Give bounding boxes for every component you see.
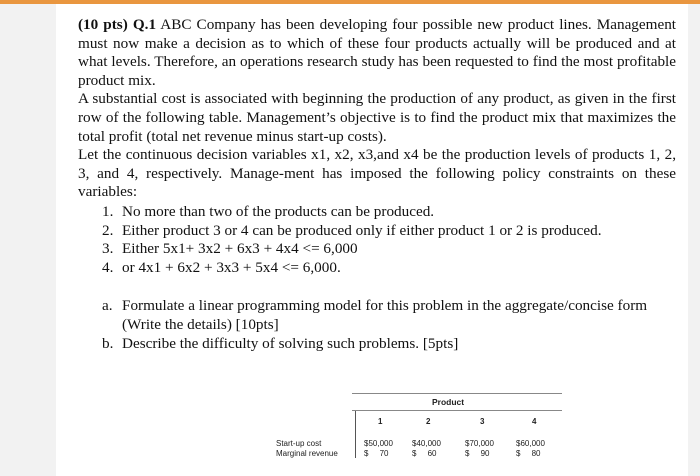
paragraph-startup-cost: A substantial cost is associated with beginning the production of any product, as given in the first row of the following table. Management’s objective is to find the product mix that maximizes the total profit (total net revenue minus start-up costs). (78, 90, 676, 145)
table-title: Product (432, 397, 465, 407)
constraint-list (78, 203, 676, 277)
list-item: 2. Either product 3 or 4 can be produced only if either product 1 or 2 is produced. (102, 221, 602, 239)
table-cell: $70,000 (465, 439, 494, 448)
question-label: Q.1 (132, 16, 157, 33)
question-intro (78, 16, 676, 90)
column-header: 3 (480, 417, 485, 426)
question-text (78, 16, 676, 353)
list-item: 1. No more than two of the products can be produced. (102, 202, 435, 220)
list-item: b. Describe the difficulty of solving such problems. [5pts] (102, 334, 459, 352)
table-column-divider (355, 411, 356, 458)
table-cell: $ 80 (516, 449, 541, 458)
list-item: 3. Either 5x1+ 3x2 + 6x3 + 4x4 <= 6,000 (102, 240, 358, 258)
paragraph-variables: Let the continuous decision variables x1, x2, x3,and x4 be the production levels of products 1, 2, 3, and 4, respectively. Manage-ment has imposed the following policy constraints on these variables: (78, 146, 676, 201)
table-cell: $50,000 (364, 439, 393, 448)
table-cell: $ 60 (412, 449, 437, 458)
task-list (78, 297, 676, 353)
list-item: a. Formulate a linear programming model for this problem in the aggregate/concise form (Write the details) [10pts] (102, 297, 648, 333)
table-cell: $ 70 (364, 449, 389, 458)
intro-text: ABC Company has been developing four possible new product lines. Management must now make a decision as to which of these four products actually will be produced and at what levels. Therefore, an operations research study has been requested to find the most profitable product mix. (78, 16, 677, 89)
table-cell: $ 90 (465, 449, 490, 458)
row-label-marginal-revenue: Marginal revenue (276, 449, 338, 458)
table-cell: $60,000 (516, 439, 545, 448)
row-label-startup-cost: Start-up cost (276, 439, 322, 448)
right-margin (688, 4, 700, 476)
document-page (56, 4, 688, 476)
table-header-rule (352, 410, 562, 411)
left-margin (0, 4, 56, 476)
table-top-rule (352, 393, 562, 394)
column-header: 1 (378, 417, 383, 426)
table-cell: $40,000 (412, 439, 441, 448)
points-label: (10 pts) (78, 16, 128, 33)
column-header: 4 (532, 417, 537, 426)
column-header: 2 (426, 417, 431, 426)
list-item: 4. or 4x1 + 6x2 + 3x3 + 5x4 <= 6,000. (102, 258, 341, 276)
